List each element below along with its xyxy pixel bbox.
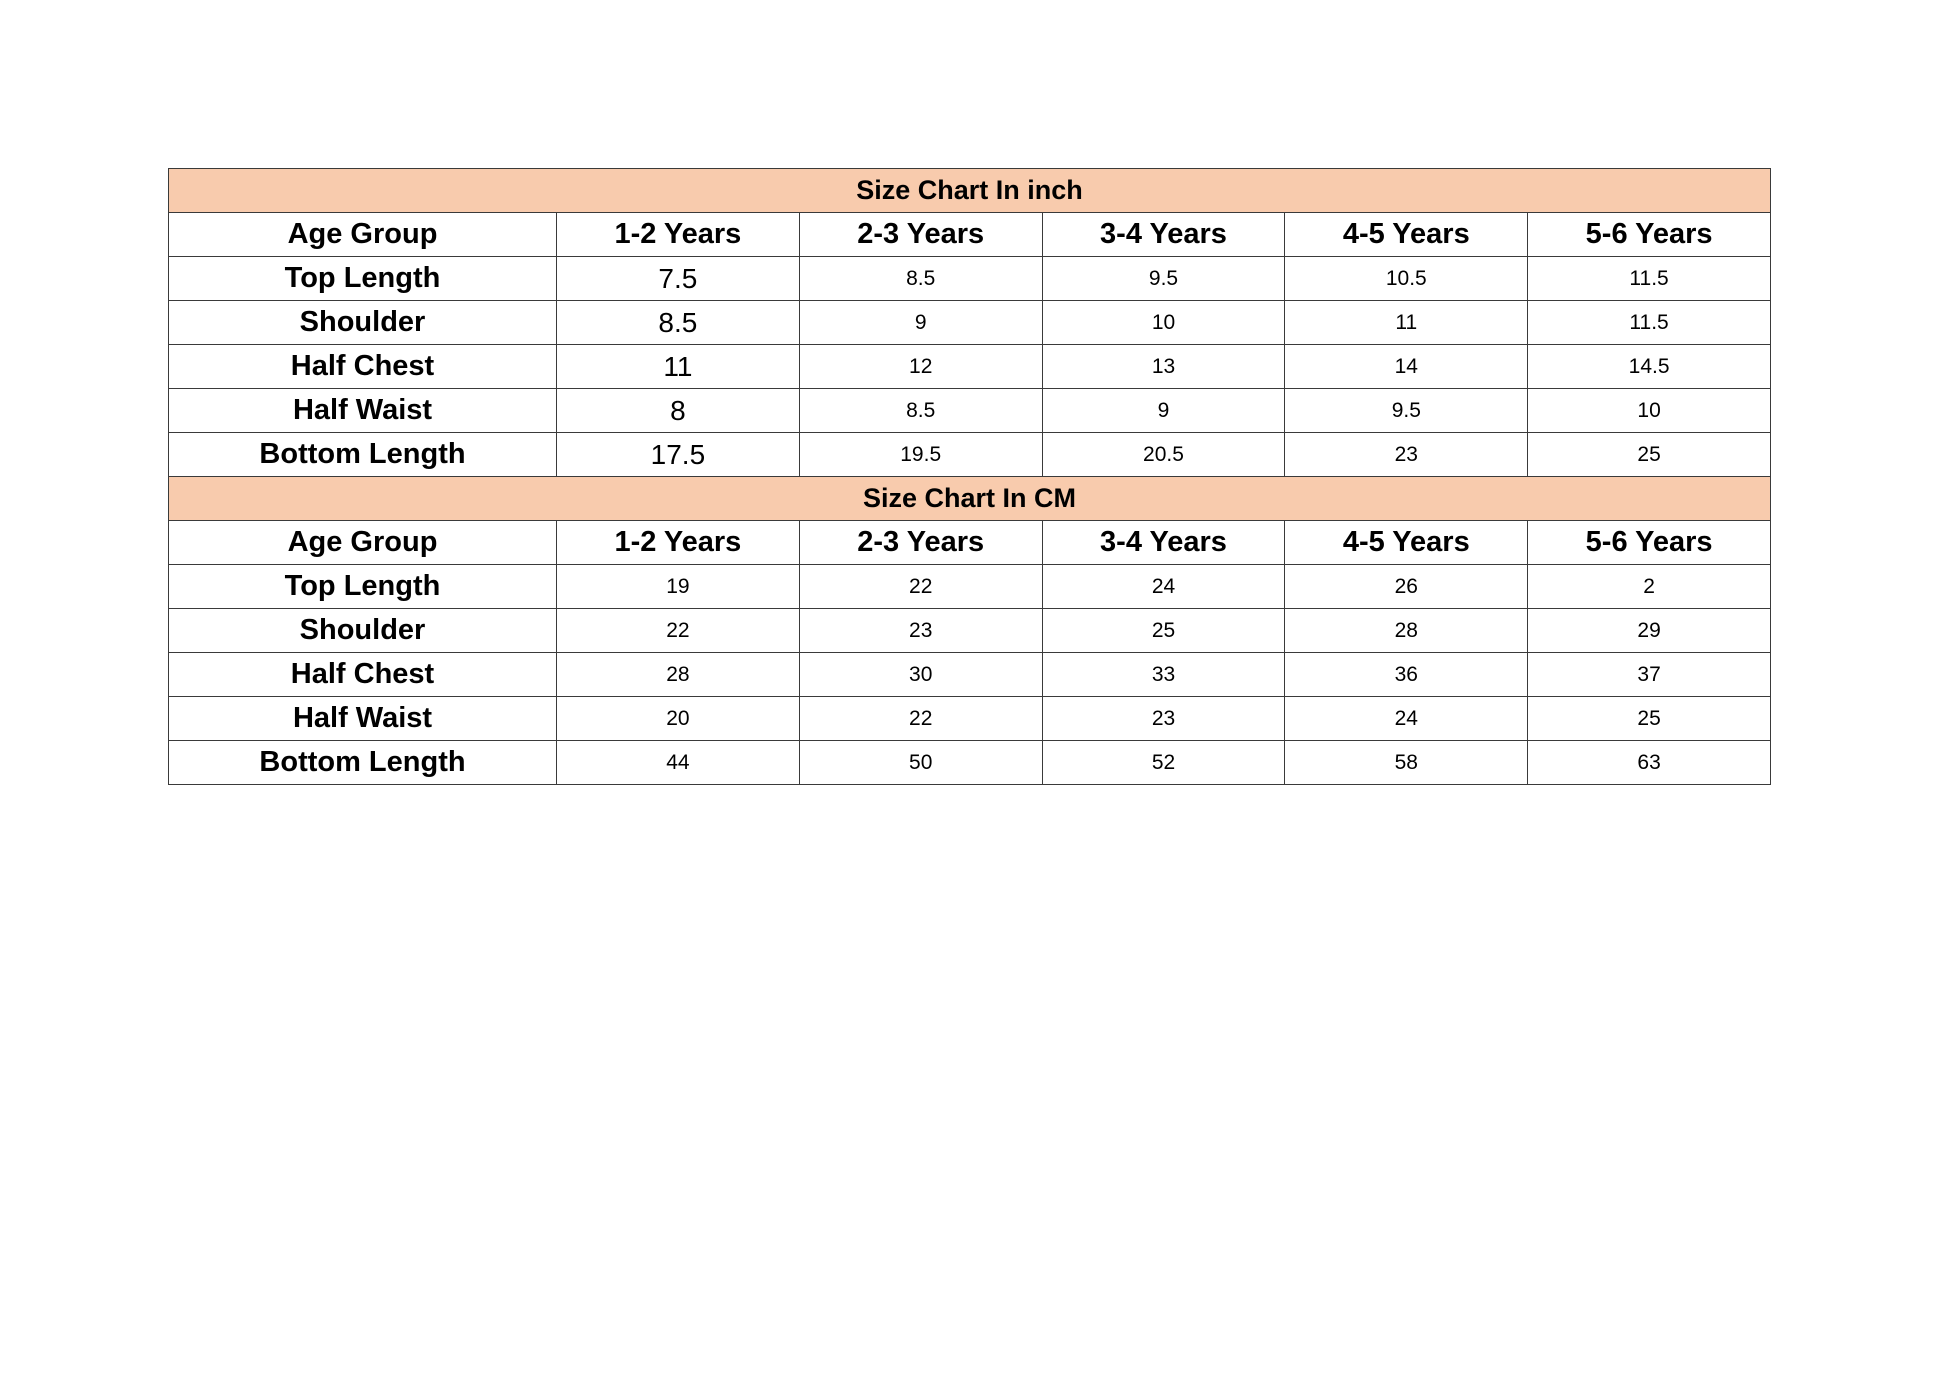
table-cell: 9.5	[1285, 389, 1528, 433]
table-cell: 22	[799, 697, 1042, 741]
table-cell: 17.5	[557, 433, 800, 477]
table-cell: 7.5	[557, 257, 800, 301]
table-cell: 10	[1528, 389, 1771, 433]
table-cell: 25	[1042, 609, 1285, 653]
table-cell: 23	[799, 609, 1042, 653]
table-cell: 9.5	[1042, 257, 1285, 301]
inch-section-title: Size Chart In inch	[169, 169, 1771, 213]
table-cell: 9	[799, 301, 1042, 345]
cm-row-half-chest	[169, 653, 1771, 697]
row-label: Half Waist	[169, 697, 557, 741]
table-cell: 8.5	[557, 301, 800, 345]
cm-row-bottom-length	[169, 741, 1771, 785]
table-cell: 30	[799, 653, 1042, 697]
inch-row-half-chest	[169, 345, 1771, 389]
cm-title-row	[169, 477, 1771, 521]
table-cell: 52	[1042, 741, 1285, 785]
row-label: Top Length	[169, 565, 557, 609]
inch-title-row	[169, 169, 1771, 213]
cm-header-5-6-years: 5-6 Years	[1528, 521, 1771, 565]
table-cell: 19.5	[799, 433, 1042, 477]
cm-row-shoulder	[169, 609, 1771, 653]
inch-header-age-group: Age Group	[169, 213, 557, 257]
inch-header-4-5-years: 4-5 Years	[1285, 213, 1528, 257]
table-cell: 11.5	[1528, 257, 1771, 301]
table-cell: 19	[557, 565, 800, 609]
table-cell: 23	[1042, 697, 1285, 741]
table-cell: 25	[1528, 433, 1771, 477]
table-cell: 13	[1042, 345, 1285, 389]
row-label: Half Waist	[169, 389, 557, 433]
table-cell: 44	[557, 741, 800, 785]
size-chart-table	[168, 168, 1771, 785]
inch-row-half-waist	[169, 389, 1771, 433]
table-cell: 14	[1285, 345, 1528, 389]
cm-row-top-length	[169, 565, 1771, 609]
table-cell: 24	[1042, 565, 1285, 609]
cm-section-title: Size Chart In CM	[169, 477, 1771, 521]
table-cell: 28	[557, 653, 800, 697]
cm-header-2-3-years: 2-3 Years	[799, 521, 1042, 565]
table-cell: 10	[1042, 301, 1285, 345]
row-label: Shoulder	[169, 301, 557, 345]
table-cell: 50	[799, 741, 1042, 785]
table-cell: 29	[1528, 609, 1771, 653]
table-cell: 11	[557, 345, 800, 389]
cm-row-half-waist	[169, 697, 1771, 741]
table-cell: 58	[1285, 741, 1528, 785]
inch-header-3-4-years: 3-4 Years	[1042, 213, 1285, 257]
cm-header-1-2-years: 1-2 Years	[557, 521, 800, 565]
table-cell: 8.5	[799, 257, 1042, 301]
table-cell: 63	[1528, 741, 1771, 785]
table-cell: 12	[799, 345, 1042, 389]
table-cell: 33	[1042, 653, 1285, 697]
inch-row-top-length	[169, 257, 1771, 301]
row-label: Bottom Length	[169, 433, 557, 477]
inch-row-shoulder	[169, 301, 1771, 345]
cm-header-age-group: Age Group	[169, 521, 557, 565]
table-cell: 28	[1285, 609, 1528, 653]
inch-header-row	[169, 213, 1771, 257]
row-label: Top Length	[169, 257, 557, 301]
inch-header-2-3-years: 2-3 Years	[799, 213, 1042, 257]
row-label: Bottom Length	[169, 741, 557, 785]
cm-header-4-5-years: 4-5 Years	[1285, 521, 1528, 565]
table-cell: 20	[557, 697, 800, 741]
cm-header-row	[169, 521, 1771, 565]
table-cell: 36	[1285, 653, 1528, 697]
row-label: Half Chest	[169, 345, 557, 389]
table-cell: 10.5	[1285, 257, 1528, 301]
table-cell: 9	[1042, 389, 1285, 433]
table-cell: 37	[1528, 653, 1771, 697]
table-cell: 11.5	[1528, 301, 1771, 345]
cm-header-3-4-years: 3-4 Years	[1042, 521, 1285, 565]
table-cell: 26	[1285, 565, 1528, 609]
row-label: Shoulder	[169, 609, 557, 653]
table-cell: 20.5	[1042, 433, 1285, 477]
table-cell: 25	[1528, 697, 1771, 741]
table-cell: 2	[1528, 565, 1771, 609]
table-cell: 22	[557, 609, 800, 653]
table-cell: 24	[1285, 697, 1528, 741]
table-cell: 8	[557, 389, 800, 433]
row-label: Half Chest	[169, 653, 557, 697]
inch-header-1-2-years: 1-2 Years	[557, 213, 800, 257]
table-cell: 22	[799, 565, 1042, 609]
table-cell: 14.5	[1528, 345, 1771, 389]
inch-header-5-6-years: 5-6 Years	[1528, 213, 1771, 257]
inch-row-bottom-length	[169, 433, 1771, 477]
table-cell: 23	[1285, 433, 1528, 477]
table-cell: 8.5	[799, 389, 1042, 433]
table-cell: 11	[1285, 301, 1528, 345]
